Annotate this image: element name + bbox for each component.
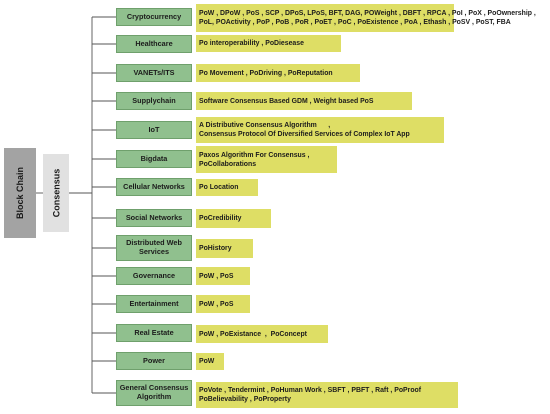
protocols-line: Po Movement , PoDriving , PoReputation — [199, 69, 333, 77]
protocols-box — [196, 179, 258, 196]
protocols-box — [196, 267, 250, 285]
domain-box: Bigdata — [116, 150, 192, 168]
protocols-line: PoVote , Tendermint , PoHuman Work , SBFT , PBFT , Raft , PoProof — [199, 387, 422, 394]
protocols-line: PoBelievability , PoProperty — [199, 396, 291, 403]
protocols-box — [196, 92, 412, 110]
protocols-line: PoL, POActivity , PoP , PoB , PoR , PoET , PoC , PoExistence , PoA , Ethash , PoSV , PoST, FBA — [199, 19, 511, 26]
protocols-line: PoW — [199, 358, 215, 365]
root-node-blockchain — [4, 148, 36, 238]
protocols-line: Po interoperability , PoDiesease — [199, 40, 304, 47]
protocols-line: PoW , PoExistance , PoConcept — [199, 330, 307, 338]
domain-box: IoT — [116, 121, 192, 139]
domain-box: General Consensus Algorithm — [116, 380, 192, 406]
protocols-line: Paxos Algorithm For Consensus , — [199, 151, 310, 159]
domain-box: Cellular Networks — [116, 178, 192, 196]
protocols-line: PoW , PoS — [199, 272, 234, 280]
protocols-line: PoW , PoS — [199, 300, 234, 308]
domain-box: Cryptocurrency — [116, 8, 192, 26]
protocols-line: PoHistory — [199, 245, 232, 252]
protocols-box — [196, 117, 444, 143]
domain-box: Supplychain — [116, 92, 192, 110]
protocols-box — [196, 325, 328, 343]
domain-box: Social Networks — [116, 209, 192, 227]
domain-box: Entertainment — [116, 295, 192, 313]
protocols-line: PoCredibility — [199, 215, 242, 222]
protocols-line: Po Location — [199, 184, 239, 191]
protocols-line: PoCollaborations — [199, 160, 257, 168]
protocols-box — [196, 64, 360, 82]
protocols-box — [196, 295, 250, 313]
domain-box: Distributed Web Services — [116, 235, 192, 261]
protocols-line: Consensus Protocol Of Diversified Services of Complex IoT App — [199, 131, 410, 138]
domain-box: Governance — [116, 267, 192, 285]
root-node-label: Block Chain — [15, 166, 26, 220]
protocols-box — [196, 146, 337, 173]
domain-box: VANETs/ITS — [116, 64, 192, 82]
protocols-box — [196, 353, 224, 370]
protocols-line: PoW , DPoW , PoS , SCP , DPoS, LPoS, BFT, DAG, POWeight , DBFT , RPCA , PoI , PoX , PoOwnership , — [199, 10, 536, 17]
protocols-box — [196, 239, 253, 258]
domain-box: Healthcare — [116, 35, 192, 53]
protocols-box — [196, 382, 458, 408]
domain-box: Real Estate — [116, 324, 192, 342]
domain-box: Power — [116, 352, 192, 370]
protocols-box — [196, 209, 271, 228]
protocols-box — [196, 4, 536, 32]
category-node-label: Consensus — [51, 168, 62, 218]
protocols-box — [196, 35, 341, 52]
protocols-line: Software Consensus Based GDM , Weight based PoS — [199, 97, 374, 105]
protocols-line: A Distributive Consensus Algorithm , — [199, 122, 331, 129]
category-node-consensus — [43, 154, 69, 232]
